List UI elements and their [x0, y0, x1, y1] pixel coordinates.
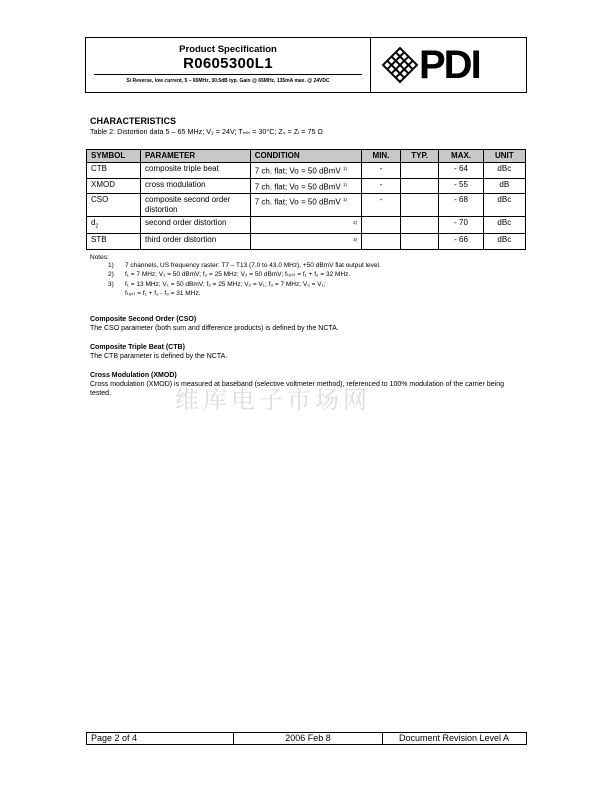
cell-max: - 64 — [439, 163, 483, 179]
cell-min: - — [362, 163, 401, 179]
note-ref: 3) — [353, 236, 358, 242]
cell-typ — [400, 178, 439, 194]
product-subtitle: Si Reverse, low current, 5 – 65MHz, 30.5dB typ. Gain @ 65MHz, 135mA max. @ 24VDC — [126, 78, 330, 84]
cell-min — [362, 217, 401, 234]
cell-unit: dBc — [483, 194, 525, 217]
cell-symbol: XMOD — [87, 178, 141, 194]
company-logo — [371, 38, 527, 92]
table-row — [87, 233, 526, 249]
note-ref: 1) — [343, 197, 348, 203]
watermark: 维库电子市场网 — [175, 386, 371, 414]
table-header-row — [87, 150, 526, 163]
condition-text: 7 ch. flat; Vo = 50 dBmV — [254, 182, 341, 192]
note-ref: 1) — [343, 166, 348, 171]
cell-symbol: CTB — [87, 163, 141, 179]
document-title: Product Specification — [179, 44, 277, 55]
note-ref: 2) — [353, 220, 358, 226]
col-header-condition: CONDITION — [250, 150, 361, 163]
cell-min — [362, 233, 401, 249]
cell-parameter: second order distortion — [141, 217, 251, 234]
col-header-parameter: PARAMETER — [141, 150, 251, 163]
section-heading-characteristics: CHARACTERISTICS — [90, 116, 177, 126]
note-text: f₁ = 13 MHz; V₁ = 50 dBmV; f₂ = 25 MHz; V₂ = V₁; f₃ = 7 MHz; V₃ = V₁; — [125, 281, 326, 288]
cell-symbol — [87, 217, 141, 234]
cell-max: - 55 — [439, 178, 483, 194]
page-number: Page 2 of 4 — [87, 733, 234, 744]
col-header-unit: UNIT — [483, 150, 525, 163]
document-date: 2006 Feb 8 — [234, 733, 383, 744]
condition-text: 7 ch. flat; Vo = 50 dBmV — [254, 197, 341, 207]
cell-unit: dBc — [483, 163, 525, 179]
section-body-ctb: The CTB parameter is defined by the NCTA. — [90, 353, 228, 360]
cell-condition — [250, 163, 361, 179]
part-number: R0605300L1 — [183, 55, 273, 72]
symbol-text: $d_2$ — [91, 218, 99, 230]
cell-condition — [250, 233, 361, 249]
note-text: 7 channels, US frequency raster: T7 – T13 (7.0 to 43.0 MHz), +50 dBmV flat output level. — [125, 262, 381, 269]
note-ref: 1) — [343, 181, 348, 187]
condition-text: 7 ch. flat; Vo = 50 dBmV — [254, 166, 341, 176]
col-header-max: MAX. — [439, 150, 483, 163]
cell-typ — [400, 233, 439, 249]
header-divider — [94, 74, 362, 75]
col-header-symbol: SYMBOL — [87, 150, 141, 163]
col-header-typ: TYP. — [400, 150, 439, 163]
cell-unit: dBc — [483, 217, 525, 234]
logo-wordmark: PDI — [419, 43, 480, 87]
cell-unit: dB — [483, 178, 525, 194]
cell-symbol: CSO — [87, 194, 141, 217]
revision-level: Document Revision Level A — [398, 733, 510, 743]
note-text: fₜₑₛₜ = f₁ + f₂ - f₃ = 31 MHz. — [125, 290, 201, 297]
cell-parameter: composite second order distortion — [141, 194, 251, 217]
cell-min: - — [362, 194, 401, 217]
document-header — [85, 37, 527, 93]
table-caption: Table 2: Distortion data 5 – 65 MHz; V₂ = 24V; Tₘₕ = 30°C; Zₛ = Zₗ = 75 Ω — [90, 127, 323, 136]
table-row — [87, 194, 526, 217]
cell-parameter: cross modulation — [141, 178, 251, 194]
document-footer — [86, 732, 527, 745]
cell-unit: dBc — [483, 233, 525, 249]
note-text: f₁ = 7 MHz; V₁ = 50 dBmV; f₂ = 25 MHz; V₂ = 50 dBmV; fₜₑₛₜ = f₁ + f₂ = 32 MHz. — [125, 271, 351, 278]
section-heading-xmod: Cross Modulation (XMOD) — [90, 372, 177, 379]
note-number: 3) — [108, 281, 114, 288]
cell-typ — [400, 163, 439, 179]
distortion-table — [86, 149, 526, 250]
cell-max: - 68 — [439, 194, 483, 217]
cell-condition — [250, 217, 361, 234]
col-header-min: MIN. — [362, 150, 401, 163]
cell-condition — [250, 178, 361, 194]
section-heading-ctb: Composite Triple Beat (CTB) — [90, 344, 185, 351]
diamond-grid-icon — [381, 46, 419, 84]
table-row — [87, 163, 526, 179]
cell-symbol: STB — [87, 233, 141, 249]
cell-min: - — [362, 178, 401, 194]
section-heading-cso: Composite Second Order (CSO) — [90, 316, 197, 323]
table-row — [87, 178, 526, 194]
note-number: 2) — [108, 271, 114, 278]
cell-condition — [250, 194, 361, 217]
cell-max: - 66 — [439, 233, 483, 249]
cell-typ — [400, 194, 439, 217]
cell-parameter: third order distortion — [141, 233, 251, 249]
cell-typ — [400, 217, 439, 234]
header-title-block — [86, 38, 371, 92]
cell-parameter: composite triple beat — [141, 163, 251, 179]
section-body-cso: The CSO parameter (both sum and difference products) is defined by the NCTA. — [90, 325, 339, 332]
notes-heading: Notes: — [90, 254, 109, 261]
section-body-xmod: Cross modulation (XMOD) is measured at baseband (selective voltmeter method), referenced to 100% modulation of the carrier being tested. — [90, 381, 504, 397]
table-row — [87, 217, 526, 234]
cell-max: - 70 — [439, 217, 483, 234]
note-number: 1) — [108, 262, 114, 269]
